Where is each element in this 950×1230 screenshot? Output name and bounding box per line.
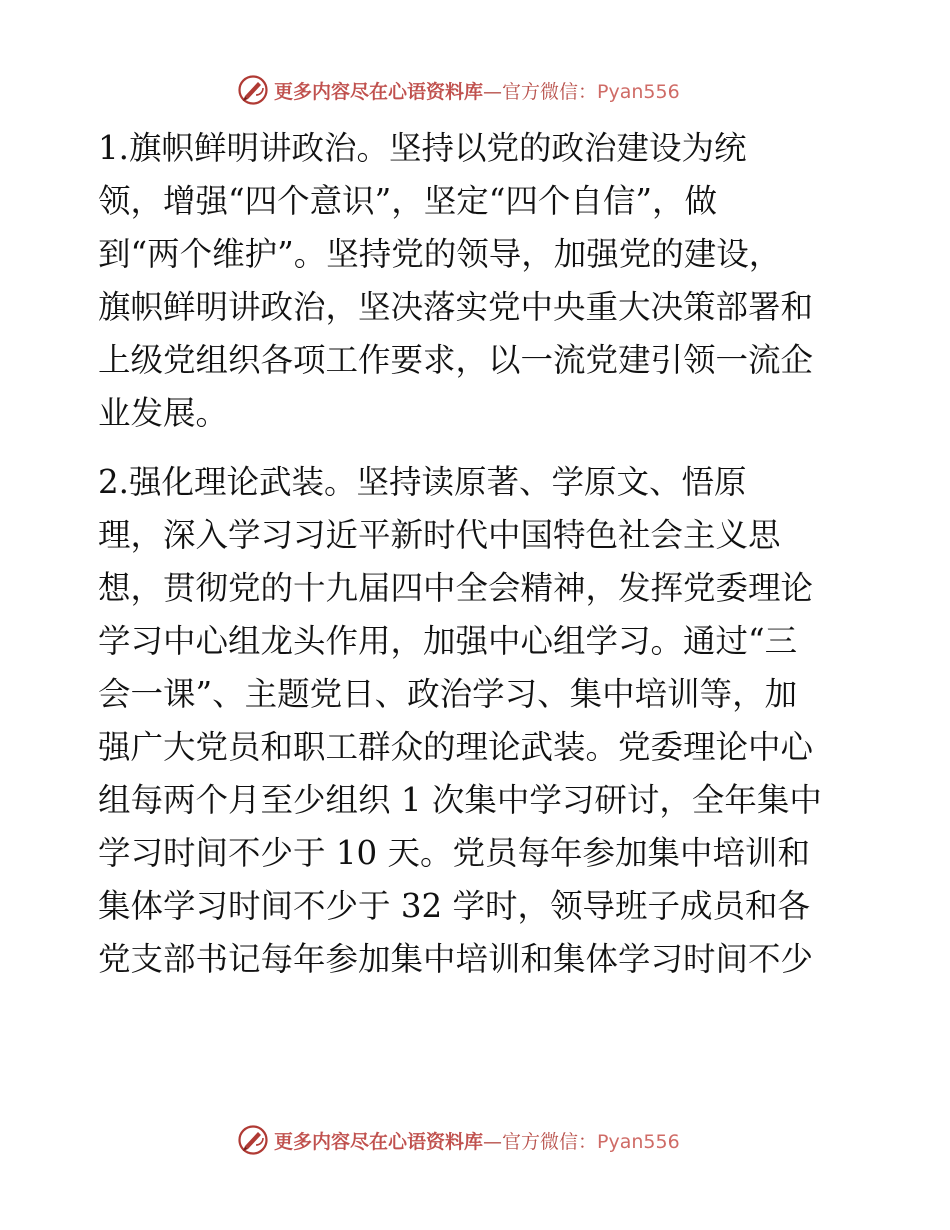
watermark-contact-id: Pyan556 bbox=[597, 1130, 680, 1153]
text-line: 集体学习时间不少于 32 学时，领导班子成员和各 bbox=[98, 887, 811, 925]
watermark-contact-label: 官方微信： bbox=[502, 1130, 598, 1153]
text-line: 上级党组织各项工作要求，以一流党建引领一流企 bbox=[98, 341, 814, 379]
paragraph-theory-study bbox=[98, 456, 858, 986]
watermark-dash: — bbox=[483, 1130, 503, 1153]
text-line: 学习时间不少于 10 天。党员每年参加集中培训和 bbox=[98, 834, 811, 872]
footer-watermark bbox=[236, 1122, 716, 1158]
text-line: 学习中心组龙头作用，加强中心组学习。通过“三 bbox=[98, 622, 798, 660]
document-body bbox=[98, 122, 858, 986]
text-line: 会一课”、主题党日、政治学习、集中培训等，加 bbox=[98, 675, 798, 713]
text-line: 组每两个月至少组织 1 次集中学习研讨，全年集中 bbox=[98, 781, 822, 819]
text-line: 1.旗帜鲜明讲政治。坚持以党的政治建设为统 bbox=[98, 129, 747, 167]
watermark-contact-label: 官方微信： bbox=[502, 80, 598, 103]
text-line: 党支部书记每年参加集中培训和集体学习时间不少 bbox=[98, 940, 814, 978]
watermark-brand: 更多内容尽在心语资料库 bbox=[274, 80, 484, 103]
watermark-dash: — bbox=[483, 80, 503, 103]
pen-seal-icon bbox=[236, 73, 270, 107]
watermark-contact-id: Pyan556 bbox=[597, 80, 680, 103]
text-line: 2.强化理论武装。坚持读原著、学原文、悟原 bbox=[98, 463, 747, 501]
watermark-text bbox=[274, 1127, 680, 1154]
text-line: 强广大党员和职工群众的理论武装。党委理论中心 bbox=[98, 728, 814, 766]
text-line: 理，深入学习习近平新时代中国特色社会主义思 bbox=[98, 516, 781, 554]
text-line: 想，贯彻党的十九届四中全会精神，发挥党委理论 bbox=[98, 569, 814, 607]
text-line: 领，增强“四个意识”，坚定“四个自信”，做 bbox=[98, 182, 717, 220]
text-line: 到“两个维护”。坚持党的领导，加强党的建设， bbox=[98, 235, 782, 273]
watermark-text bbox=[274, 77, 680, 104]
text-line: 业发展。 bbox=[98, 394, 229, 432]
pen-seal-icon bbox=[236, 1123, 270, 1157]
paragraph-political-stance bbox=[98, 122, 858, 440]
text-line: 旗帜鲜明讲政治，坚决落实党中央重大决策部署和 bbox=[98, 288, 814, 326]
watermark-brand: 更多内容尽在心语资料库 bbox=[274, 1130, 484, 1153]
header-watermark bbox=[236, 72, 716, 108]
